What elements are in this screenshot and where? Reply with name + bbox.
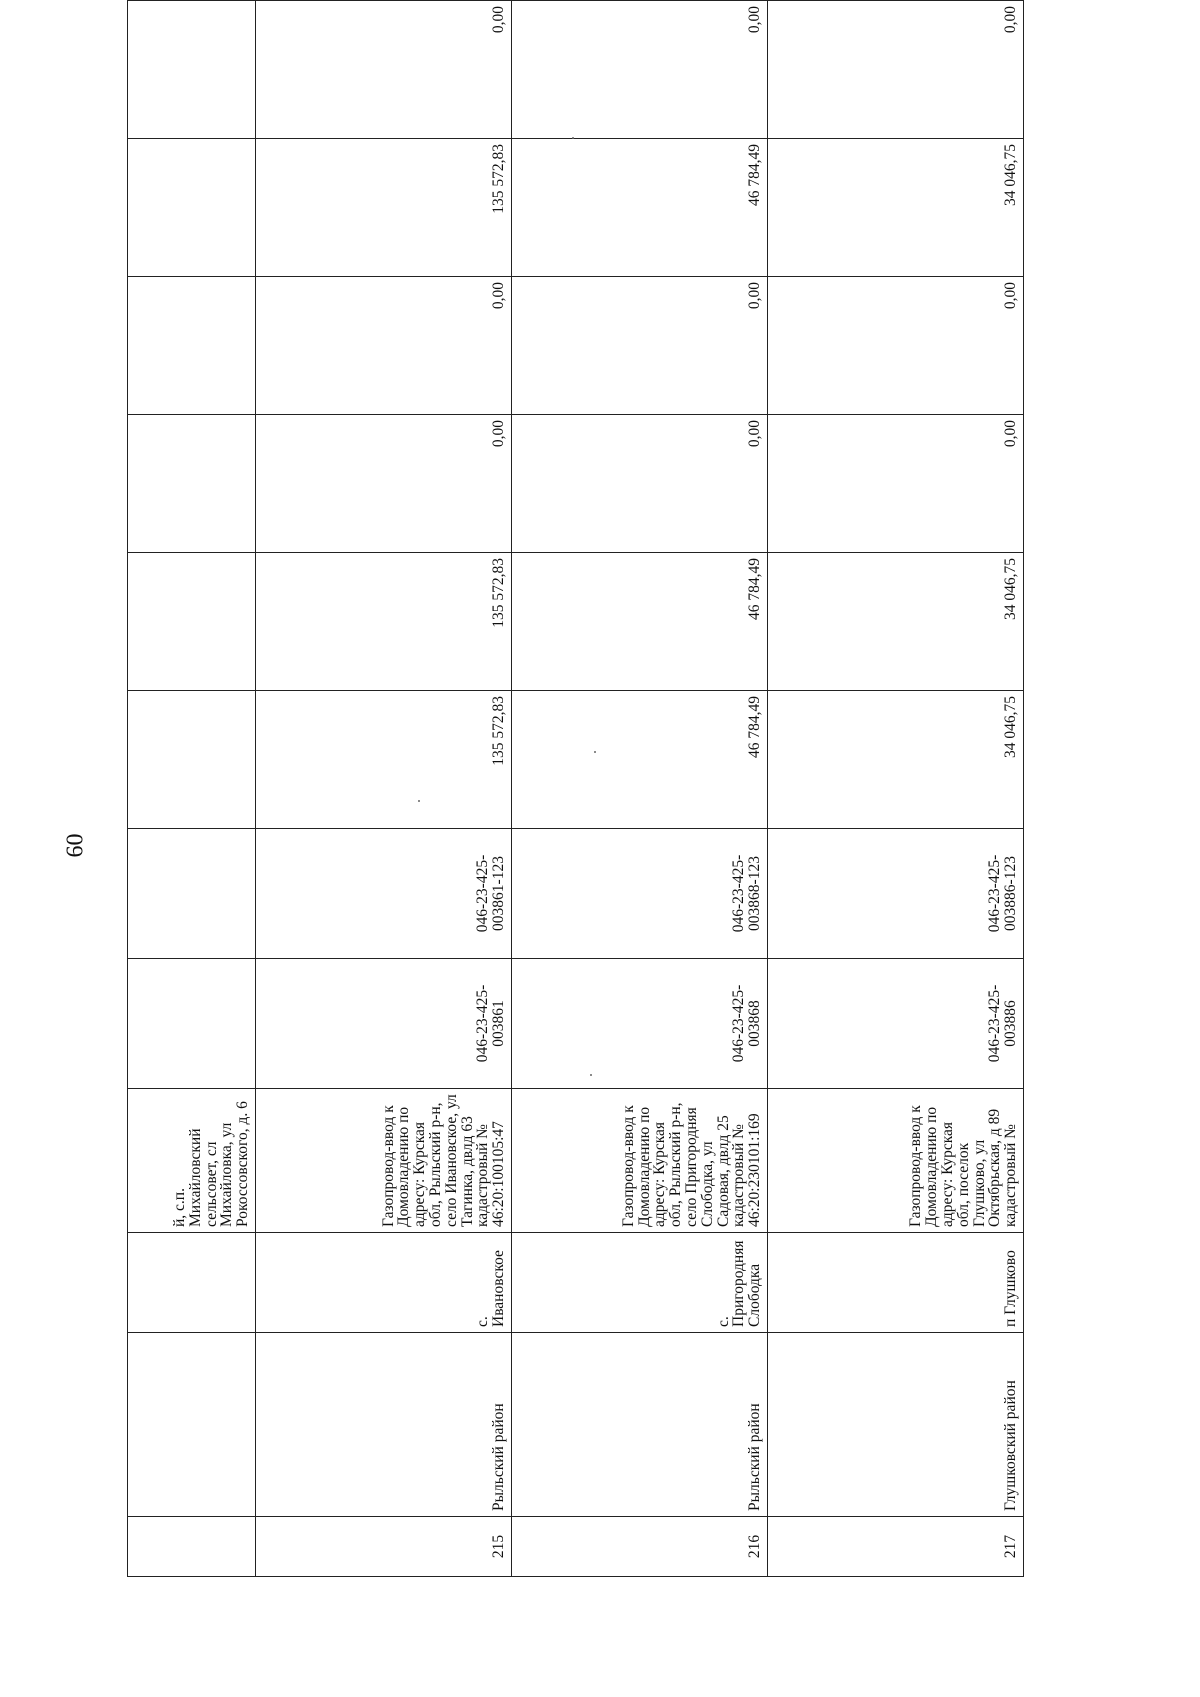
cell-value-5: 46 784,49 (512, 139, 768, 277)
cell-value-3: 0,00 (256, 415, 512, 553)
cell-value-4 (128, 277, 256, 415)
cell-value-5: 34 046,75 (768, 139, 1024, 277)
cell-object-id (128, 959, 256, 1089)
cell-value-6: 0,00 (768, 1, 1024, 139)
table-wrapper (127, 6, 1023, 1577)
cell-object-id: 046-23-425-003886 (768, 959, 1024, 1089)
table-row (512, 1, 768, 1577)
cell-value-2: 34 046,75 (768, 553, 1024, 691)
cell-description: Газопровод-ввод к Домовладению по адресу: Курская обл, поселок Глушково, ул Октябрьская, д 89 кадастровый № (768, 1089, 1024, 1233)
cell-num: 216 (512, 1517, 768, 1577)
cell-value-3: 0,00 (768, 415, 1024, 553)
cell-locality: с. Пригородняя Слободка (512, 1233, 768, 1333)
cell-locality: п Глушково (768, 1233, 1024, 1333)
cell-num (128, 1517, 256, 1577)
cell-value-2: 46 784,49 (512, 553, 768, 691)
cell-description: й, с.п. Михайловский сельсовет, сл Михайловка, ул Рокоссовского, д. 6 (128, 1089, 256, 1233)
cell-sub-id (128, 829, 256, 959)
cell-value-3 (128, 415, 256, 553)
cell-description: Газопровод-ввод к Домовладению по адресу: Курская обл, Рыльский р-н, село Ивановское, ул Тагинка, двлд 63 кадастровый № 46:20:100105:47 (256, 1089, 512, 1233)
cell-value-4: 0,00 (768, 277, 1024, 415)
cell-value-5 (128, 139, 256, 277)
cell-locality (128, 1233, 256, 1333)
cell-sub-id: 046-23-425-003886-123 (768, 829, 1024, 959)
cell-district (128, 1333, 256, 1517)
cell-description: Газопровод-ввод к Домовладению по адресу: Курская обл, Рыльский р-н, село Пригородняя Слободка, ул Садовая, двлд 25 кадастровый № 46:20:230101:169 (512, 1089, 768, 1233)
scan-speck (418, 800, 420, 802)
cell-value-2: 135 572,83 (256, 553, 512, 691)
cell-sub-id: 046-23-425-003868-123 (512, 829, 768, 959)
cell-district: Рыльский район (256, 1333, 512, 1517)
cell-object-id: 046-23-425-003868 (512, 959, 768, 1089)
page-number: 60 (62, 833, 89, 858)
cell-num: 217 (768, 1517, 1024, 1577)
cell-value-4: 0,00 (512, 277, 768, 415)
scan-speck (572, 137, 574, 139)
cell-district: Глушковский район (768, 1333, 1024, 1517)
cell-num: 215 (256, 1517, 512, 1577)
cell-district: Рыльский район (512, 1333, 768, 1517)
cell-object-id: 046-23-425-003861 (256, 959, 512, 1089)
cell-value-4: 0,00 (256, 277, 512, 415)
scan-speck (590, 1074, 592, 1076)
table-row (768, 1, 1024, 1577)
assets-table (127, 0, 1024, 1577)
cell-value-1 (128, 691, 256, 829)
cell-value-6 (128, 1, 256, 139)
table-row-continuation (128, 1, 256, 1577)
cell-value-2 (128, 553, 256, 691)
cell-value-5: 135 572,83 (256, 139, 512, 277)
cell-value-1: 135 572,83 (256, 691, 512, 829)
cell-value-6: 0,00 (512, 1, 768, 139)
cell-value-3: 0,00 (512, 415, 768, 553)
cell-locality: с. Ивановское (256, 1233, 512, 1333)
cell-value-1: 46 784,49 (512, 691, 768, 829)
scan-speck (594, 751, 596, 753)
cell-sub-id: 046-23-425-003861-123 (256, 829, 512, 959)
cell-value-6: 0,00 (256, 1, 512, 139)
table-row (256, 1, 512, 1577)
cell-value-1: 34 046,75 (768, 691, 1024, 829)
